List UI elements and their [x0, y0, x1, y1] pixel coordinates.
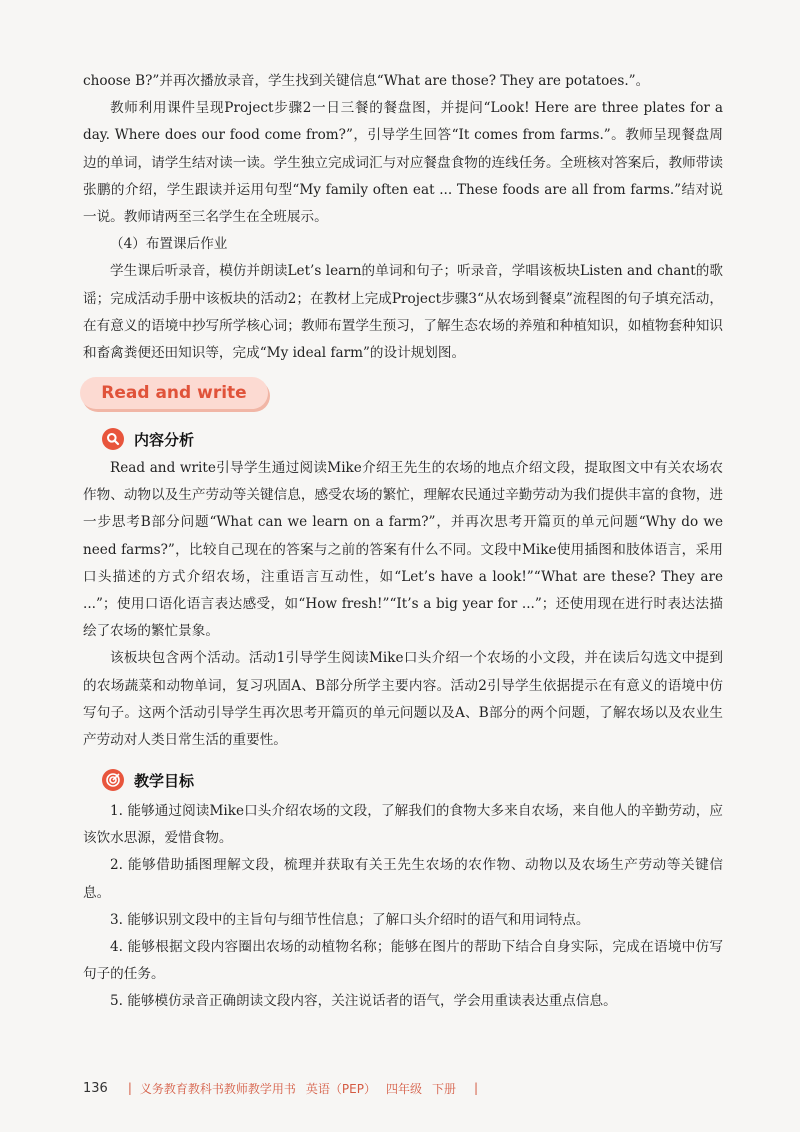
magnifier-icon — [102, 428, 124, 450]
goal-item: 2. 能够借助插图理解文段，梳理并获取有关王先生农场的农作物、动物以及农场生产劳动等关键信息。 — [83, 857, 723, 901]
paragraph-continuation: choose B?”并再次播放录音，学生找到关键信息“What are those? They are potatoes.”。 — [83, 73, 650, 89]
footer-grade: 四年级 — [385, 1081, 422, 1096]
content-analysis-paragraph: 该板块包含两个活动。活动1引导学生阅读Mike口头介绍一个农场的小文段，并在读后勾选文中提到的农场蔬菜和动物单词，复习巩固A、B部分所学主要内容。活动2引导学生依据提示在有意义的语境中仿写句子。这两个活动引导学生再次思考开篇页的单元问题以及A、B部分的两个问题，了解农场以及农业生产劳动对人类日常生活的重要性。 — [83, 650, 723, 749]
footer-divider: | — [473, 1081, 479, 1095]
page-footer — [83, 1078, 486, 1098]
goal-item: 3. 能够识别文段中的主旨句与细节性信息；了解口头介绍时的语气和用词特点。 — [110, 911, 590, 928]
teaching-goals-title: 教学目标 — [134, 771, 195, 790]
content-analysis-title: 内容分析 — [134, 430, 195, 449]
content-analysis-heading — [102, 426, 194, 452]
target-icon — [102, 769, 124, 791]
goal-item: 4. 能够根据文段内容圈出农场的动植物名称；能够在图片的帮助下结合自身实际，完成在语境中仿写句子的任务。 — [83, 939, 723, 983]
goal-item: 5. 能够模仿录音正确朗读文段内容，关注说话者的语气，学会用重读表达重点信息。 — [110, 993, 617, 1010]
paragraph-project-step2: 教师利用课件呈现Project步骤2一日三餐的餐盘图，并提问“Look! Here are three plates for a day. Where does our food come from?”，引导学生回答“It comes from farms.”。教师呈现餐盘周边的单词，请学生结对读一读。学生独立完成词汇与对应餐盘食物的连线任务。全班核对答案后，教师带读张鹏的介绍，学生跟读并运用句型“My family often eat ... These foods are all from farms.”结对说一说。教师请两至三名学生在全班展示。 — [83, 100, 723, 226]
content-analysis-body — [83, 455, 723, 754]
paragraph-homework: 学生课后听录音，模仿并朗读Let’s learn的单词和句子；听录音，学唱该板块Listen and chant的歌谣；完成活动手册中该板块的活动2；在教材上完成Project步骤3“从农场到餐桌”流程图的句子填充活动，在有意义的语境中抄写所学核心词；教师布置学生预习，了解生态农场的养殖和种植知识，如植物套种知识和畜禽粪便还田知识等，完成“My ideal farm”的设计规划图。 — [83, 263, 723, 362]
teaching-goals-heading — [102, 767, 194, 793]
footer-divider: | — [127, 1081, 132, 1095]
teaching-goals-list — [83, 798, 723, 1016]
footer-volume: 下册 — [431, 1081, 456, 1096]
goal-item: 1. 能够通过阅读Mike口头介绍农场的文段，了解我们的食物大多来自农场，来自他人的辛勤劳动，应该饮水思源，爱惜食物。 — [83, 803, 723, 847]
page-number: 136 — [83, 1080, 108, 1096]
footer-book-title: 义务教育教科书教师教学用书 — [139, 1081, 296, 1096]
subheading-homework: （4）布置课后作业 — [110, 236, 228, 253]
content-analysis-paragraph: Read and write引导学生通过阅读Mike介绍王先生的农场的地点介绍文段，提取图文中有关农场农作物、动物以及生产劳动等关键信息，感受农场的繁忙，理解农民通过辛勤劳动为我们提供丰富的食物，进一步思考B部分问题“What can we learn on a farm?”，并再次思考开篇页的单元问题“Why do we need farms?”，比较自己现在的答案与之前的答案有什么不同。文段中Mike使用插图和肢体语言，采用口头描述的方式介绍农场，注重语言互动性，如“Let’s have a look!”“What are these? They are ...”；使用口语化语言表达感受，如“How fresh!”“It’s a big year for ...”；还使用现在进行时表达法描绘了农场的繁忙景象。 — [83, 460, 723, 640]
section-pill-read-and-write: Read and write — [80, 377, 268, 409]
footer-subject: 英语（PEP） — [305, 1081, 376, 1096]
top-text-block — [83, 68, 723, 367]
